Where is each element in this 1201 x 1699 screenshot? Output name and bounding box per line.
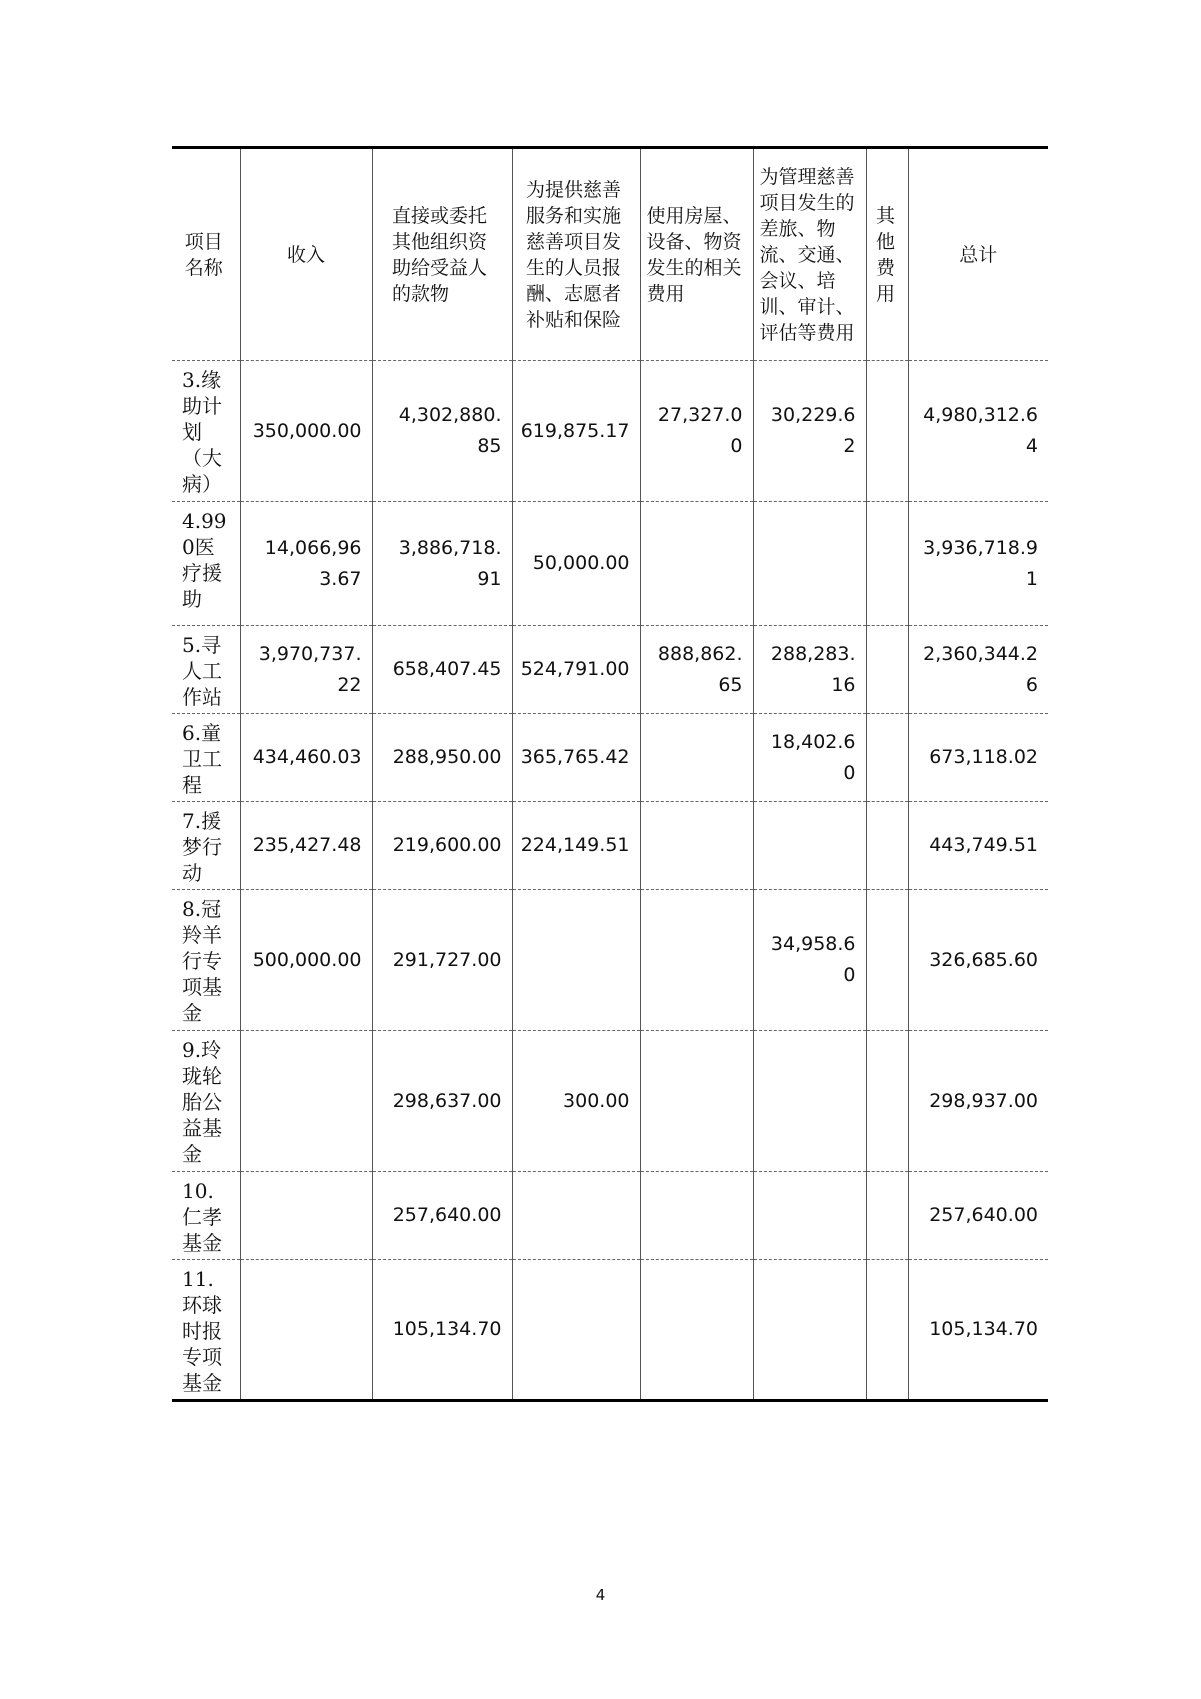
total-cell: 4,980,312.64 bbox=[908, 361, 1048, 502]
header-income: 收入 bbox=[240, 148, 372, 361]
total-cell: 326,685.60 bbox=[908, 890, 1048, 1031]
project-name: 4.990医疗援助 bbox=[172, 502, 240, 626]
personnel-cell: 365,765.42 bbox=[512, 714, 640, 802]
personnel-cell: 224,149.51 bbox=[512, 802, 640, 890]
facilities-cell bbox=[640, 802, 753, 890]
personnel-cell bbox=[512, 1260, 640, 1401]
grants-cell: 3,886,718.91 bbox=[372, 502, 512, 626]
admin-cell: 18,402.60 bbox=[753, 714, 866, 802]
grants-cell: 219,600.00 bbox=[372, 802, 512, 890]
header-facilities: 使用房屋、设备、物资发生的相关费用 bbox=[640, 148, 753, 361]
table-row bbox=[172, 890, 1048, 1031]
project-expense-table bbox=[172, 146, 1048, 1402]
page-number: 4 bbox=[595, 1586, 606, 1604]
total-cell: 105,134.70 bbox=[908, 1260, 1048, 1401]
income-cell: 434,460.03 bbox=[240, 714, 372, 802]
facilities-cell bbox=[640, 890, 753, 1031]
admin-cell bbox=[753, 1172, 866, 1260]
table-row bbox=[172, 1172, 1048, 1260]
total-cell: 673,118.02 bbox=[908, 714, 1048, 802]
table-header-row bbox=[172, 148, 1048, 361]
other-cell bbox=[866, 890, 908, 1031]
table-row bbox=[172, 1031, 1048, 1172]
other-cell bbox=[866, 626, 908, 714]
admin-cell: 30,229.62 bbox=[753, 361, 866, 502]
personnel-cell bbox=[512, 1172, 640, 1260]
grants-cell: 291,727.00 bbox=[372, 890, 512, 1031]
admin-cell bbox=[753, 1031, 866, 1172]
facilities-cell: 888,862.65 bbox=[640, 626, 753, 714]
other-cell bbox=[866, 802, 908, 890]
other-cell bbox=[866, 1172, 908, 1260]
total-cell: 443,749.51 bbox=[908, 802, 1048, 890]
facilities-cell bbox=[640, 1260, 753, 1401]
table-row bbox=[172, 1260, 1048, 1401]
grants-cell: 658,407.45 bbox=[372, 626, 512, 714]
header-total: 总计 bbox=[908, 148, 1048, 361]
personnel-cell: 524,791.00 bbox=[512, 626, 640, 714]
facilities-cell bbox=[640, 502, 753, 626]
personnel-cell: 619,875.17 bbox=[512, 361, 640, 502]
total-cell: 2,360,344.26 bbox=[908, 626, 1048, 714]
income-cell: 14,066,963.67 bbox=[240, 502, 372, 626]
total-cell: 298,937.00 bbox=[908, 1031, 1048, 1172]
income-cell: 3,970,737.22 bbox=[240, 626, 372, 714]
project-name: 11.环球时报专项基金 bbox=[172, 1260, 240, 1401]
project-name: 10.仁孝基金 bbox=[172, 1172, 240, 1260]
grants-cell: 257,640.00 bbox=[372, 1172, 512, 1260]
other-cell bbox=[866, 1031, 908, 1172]
admin-cell bbox=[753, 502, 866, 626]
income-cell bbox=[240, 1260, 372, 1401]
grants-cell: 288,950.00 bbox=[372, 714, 512, 802]
facilities-cell bbox=[640, 1031, 753, 1172]
project-name: 9.玲珑轮胎公益基金 bbox=[172, 1031, 240, 1172]
project-name: 8.冠羚羊行专项基金 bbox=[172, 890, 240, 1031]
table-row bbox=[172, 626, 1048, 714]
other-cell bbox=[866, 1260, 908, 1401]
project-name: 7.援梦行动 bbox=[172, 802, 240, 890]
grants-cell: 105,134.70 bbox=[372, 1260, 512, 1401]
other-cell bbox=[866, 502, 908, 626]
total-cell: 257,640.00 bbox=[908, 1172, 1048, 1260]
admin-cell: 34,958.60 bbox=[753, 890, 866, 1031]
admin-cell: 288,283.16 bbox=[753, 626, 866, 714]
facilities-cell bbox=[640, 1172, 753, 1260]
table-row bbox=[172, 361, 1048, 502]
other-cell bbox=[866, 361, 908, 502]
header-other: 其他费用 bbox=[866, 148, 908, 361]
total-cell: 3,936,718.91 bbox=[908, 502, 1048, 626]
income-cell: 350,000.00 bbox=[240, 361, 372, 502]
personnel-cell: 300.00 bbox=[512, 1031, 640, 1172]
header-project-name: 项目名称 bbox=[172, 148, 240, 361]
facilities-cell: 27,327.00 bbox=[640, 361, 753, 502]
table-row bbox=[172, 502, 1048, 626]
personnel-cell bbox=[512, 890, 640, 1031]
project-name: 6.童卫工程 bbox=[172, 714, 240, 802]
admin-cell bbox=[753, 1260, 866, 1401]
grants-cell: 298,637.00 bbox=[372, 1031, 512, 1172]
project-name: 5.寻人工作站 bbox=[172, 626, 240, 714]
header-admin: 为管理慈善项目发生的差旅、物流、交通、会议、培训、审计、评估等费用 bbox=[753, 148, 866, 361]
income-cell bbox=[240, 1172, 372, 1260]
income-cell: 500,000.00 bbox=[240, 890, 372, 1031]
table-row bbox=[172, 802, 1048, 890]
income-cell bbox=[240, 1031, 372, 1172]
header-grants: 直接或委托其他组织资助给受益人的款物 bbox=[372, 148, 512, 361]
header-personnel: 为提供慈善服务和实施慈善项目发生的人员报酬、志愿者补贴和保险 bbox=[512, 148, 640, 361]
personnel-cell: 50,000.00 bbox=[512, 502, 640, 626]
grants-cell: 4,302,880.85 bbox=[372, 361, 512, 502]
income-cell: 235,427.48 bbox=[240, 802, 372, 890]
project-name: 3.缘助计划（大病） bbox=[172, 361, 240, 502]
admin-cell bbox=[753, 802, 866, 890]
facilities-cell bbox=[640, 714, 753, 802]
table-row bbox=[172, 714, 1048, 802]
other-cell bbox=[866, 714, 908, 802]
